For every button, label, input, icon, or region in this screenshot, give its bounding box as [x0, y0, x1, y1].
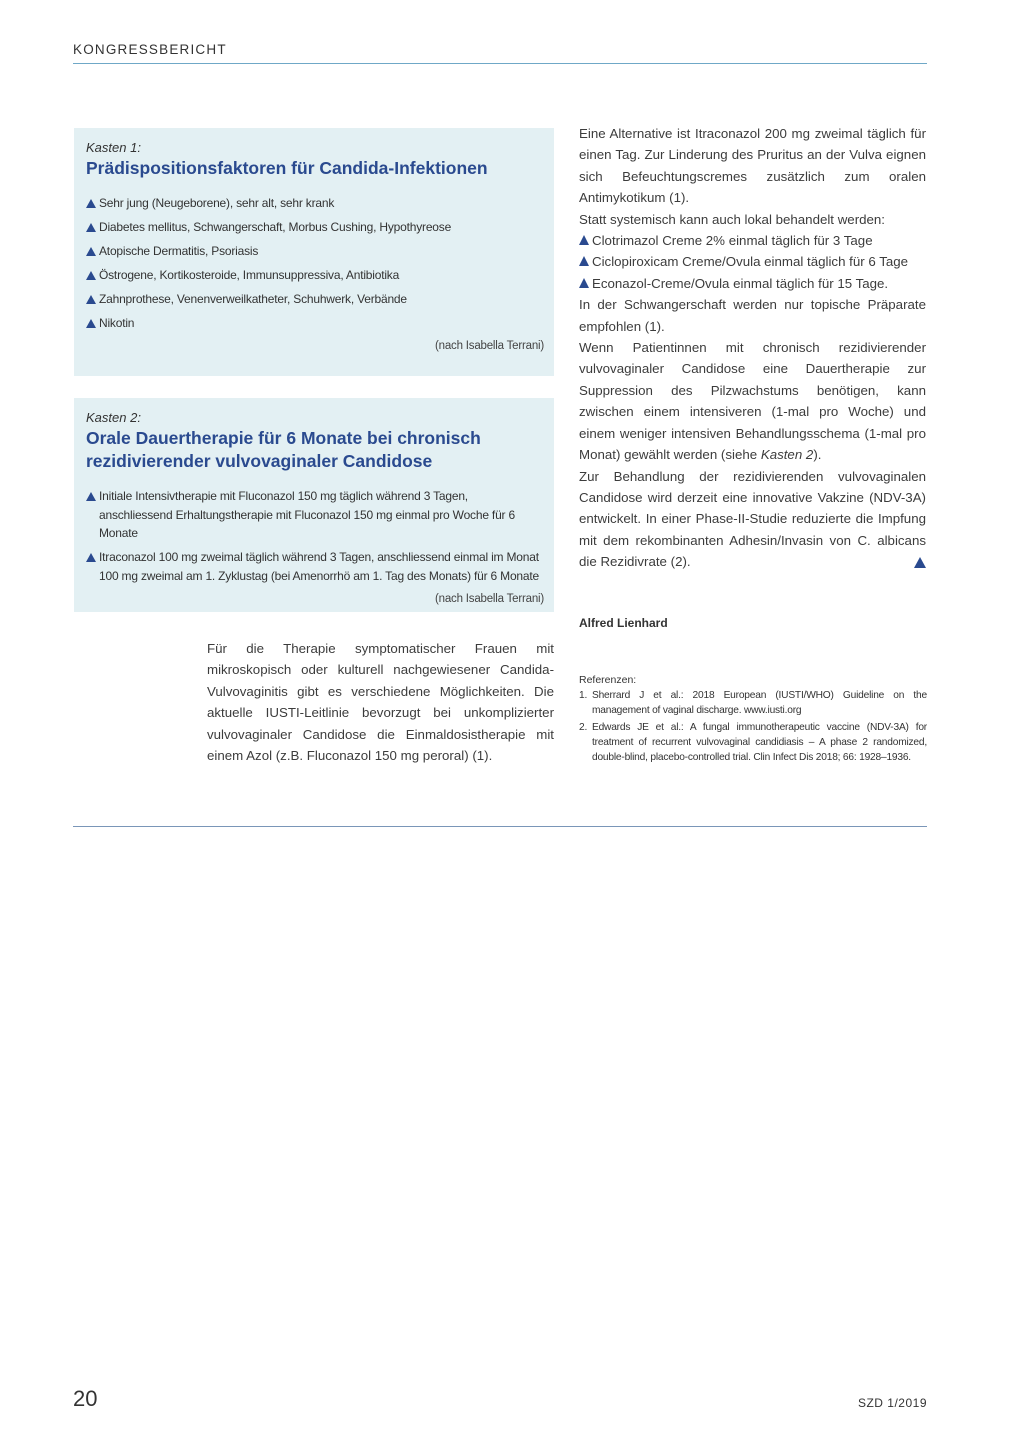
bullet-line — [579, 230, 926, 251]
reference-number: 2. — [579, 722, 588, 733]
references-title: Referenzen: — [579, 674, 637, 686]
box-source: (nach Isabella Terrani) — [435, 340, 544, 352]
list-item: Nikotin — [86, 314, 544, 333]
triangle-bullet-icon — [579, 235, 589, 245]
reference-text: Sherrard J et al.: 2018 European (IUSTI/WHO) Guideline on the management of vaginal discharge. www.iusti.org — [592, 690, 927, 716]
reference-number: 1. — [579, 690, 588, 701]
right-column — [579, 123, 926, 573]
box-label: Kasten 1: — [86, 140, 141, 155]
references — [579, 673, 927, 767]
list-item: Initiale Intensivtherapie mit Fluconazol 150 mg täglich während 3 Tagen, anschliessend Erhaltungstherapie mit Fluconazol 150 mg einmal pro Woche für 6 Monate — [86, 487, 544, 543]
box-title: Prädispositionsfaktoren für Candida-Infektionen — [86, 158, 488, 178]
bottom-divider — [73, 826, 927, 827]
list-item: Atopische Dermatitis, Psoriasis — [86, 242, 544, 261]
list-item: Itraconazol 100 mg zweimal täglich während 3 Tagen, anschliessend einmal im Monat 100 mg zweimal am 1. Zyklustag (bei Amenorrhö am 1. Tag des Monats) für 6 Monate — [86, 548, 544, 585]
reference-text: Edwards JE et al.: A fungal immunotherapeutic vaccine (NDV-3A) for treatment of recurrent vulvovaginal candidiasis – A phase 2 randomized, double-blind, placebo-controlled trial. Clin Infect Dis 2018; 66: 1928–1936. — [592, 722, 927, 763]
bullet-text: Econazol-Creme/Ovula einmal täglich für 15 Tage. — [592, 275, 889, 291]
box-reference: Kasten 2 — [760, 447, 814, 463]
author-name: Alfred Lienhard — [579, 616, 668, 630]
list-item: Diabetes mellitus, Schwangerschaft, Morbus Cushing, Hypothyreose — [86, 218, 544, 237]
bullet-text: Clotrimazol Creme 2% einmal täglich für 3 Tage — [592, 233, 873, 249]
text-span: Wenn Patientinnen mit chronisch rezidivierender vulvovaginaler Candidose eine Dauertherapie zur Suppression des Pilzwachstums benötigen, kann zwischen einem intensiveren (1-mal pro Woche) und einem weniger intensiven Behandlungsschema (1-mal pro Monat) gewählt werden (siehe — [579, 340, 926, 463]
body-paragraph — [579, 337, 926, 465]
header-divider — [73, 63, 927, 64]
triangle-bullet-icon — [579, 256, 589, 266]
box-label: Kasten 2: — [86, 410, 141, 425]
bullet-line — [579, 273, 926, 294]
body-paragraph — [579, 466, 926, 573]
reference-item — [579, 720, 927, 765]
text-span: Zur Behandlung der rezidivierenden vulvovaginalen Candidose wird derzeit eine innovative Vakzine (NDV-3A) entwickelt. In einer Phase-II-Studie reduzierte die Impfung mit dem rekombinanten Adhesin/Invasin von C. albicans die Rezidivrate (2). — [579, 468, 926, 570]
body-paragraph-left: Für die Therapie symptomatischer Frauen mit mikroskopisch oder kulturell nachgewiesener Candida-Vulvovaginitis gibt es verschiedene Möglichkeiten. Die aktuelle IUSTI-Leitlinie bevorzugt bei unkomplizierter vulvovaginaler Candidose die Einmaldosistherapie mit einem Azol (z.B. Fluconazol 150 mg peroral) (1). — [207, 641, 554, 764]
box-source: (nach Isabella Terrani) — [435, 592, 544, 605]
box-title: Orale Dauertherapie für 6 Monate bei chronisch rezidivierender vulvovaginaler Candidose — [86, 428, 481, 471]
reference-item — [579, 688, 927, 718]
list-item: Östrogene, Kortikosteroide, Immunsuppressiva, Antibiotika — [86, 266, 544, 285]
box-list — [86, 194, 544, 333]
list-item: Sehr jung (Neugeborene), sehr alt, sehr krank — [86, 194, 544, 213]
body-paragraph: In der Schwangerschaft werden nur topische Präparate empfohlen (1). — [579, 297, 926, 334]
section-header: KONGRESSBERICHT — [73, 42, 227, 57]
page-number: 20 — [73, 1386, 98, 1411]
end-of-article-icon — [914, 557, 926, 568]
info-box-1 — [74, 128, 554, 376]
triangle-bullet-icon — [579, 278, 589, 288]
list-item: Zahnprothese, Venenverweilkatheter, Schuhwerk, Verbände — [86, 290, 544, 309]
bullet-text: Ciclopiroxicam Creme/Ovula einmal täglich für 6 Tage — [592, 254, 909, 270]
info-box-2 — [74, 398, 554, 612]
body-paragraph: Statt systemisch kann auch lokal behandelt werden: — [579, 211, 886, 227]
body-paragraph: Eine Alternative ist Itraconazol 200 mg zweimal täglich für einen Tag. Zur Linderung des Pruritus an der Vulva eignen sich Befeuchtungscremes zusätzlich zum oralen Antimykotikum (1). — [579, 126, 926, 206]
text-span: ). — [813, 447, 822, 463]
references-list — [579, 688, 927, 765]
bullet-line — [579, 251, 926, 272]
issue-label: SZD 1/2019 — [857, 1396, 927, 1410]
box-list — [86, 487, 544, 585]
